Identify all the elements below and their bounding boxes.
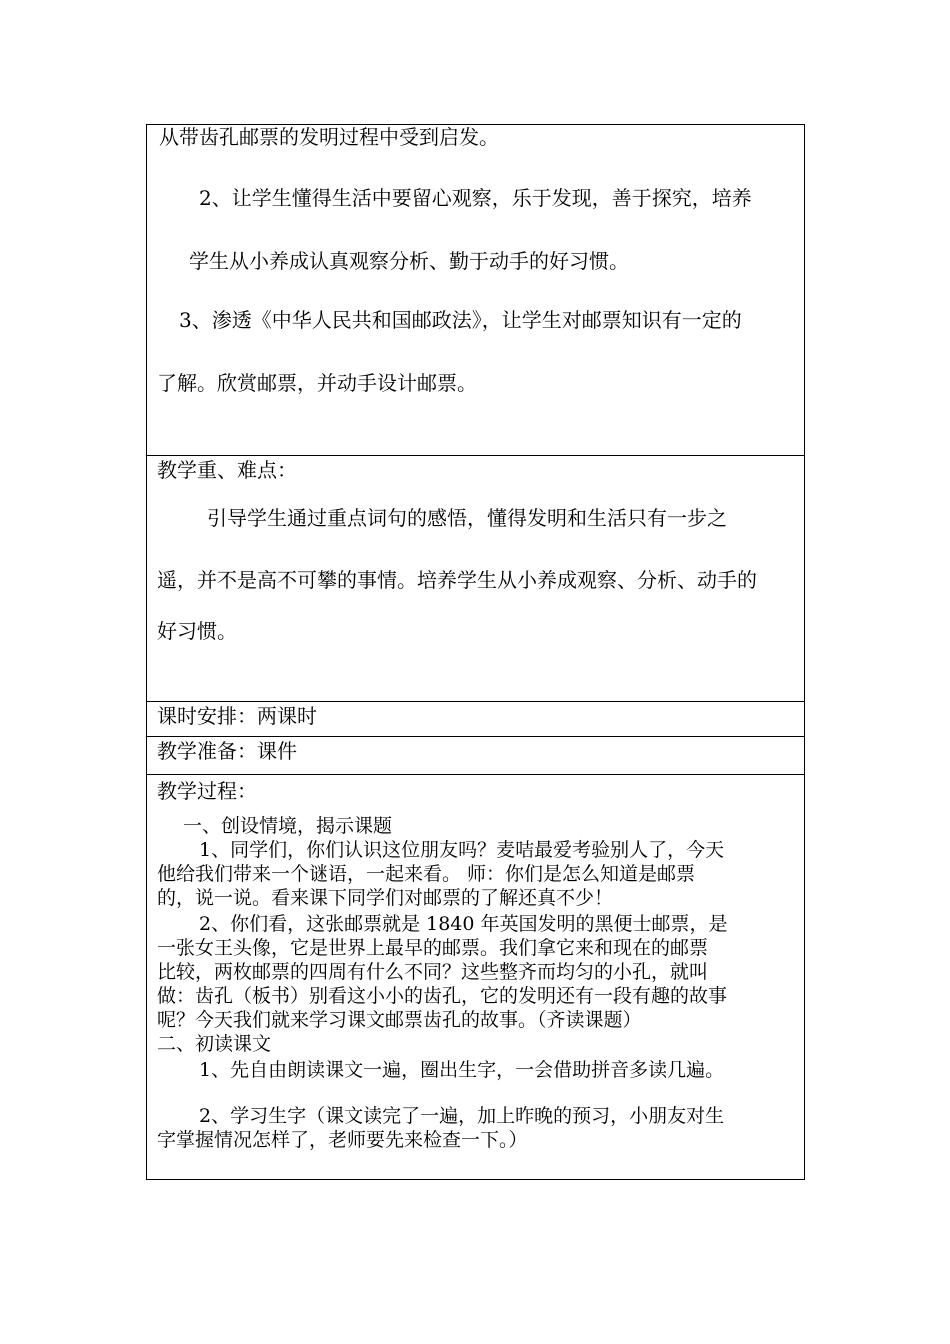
process-line: 二、初读课文 <box>157 1033 272 1055</box>
schedule-cell <box>147 702 804 737</box>
key-points-cell <box>147 456 804 702</box>
key-points-line: 引导学生通过重点词句的感悟，懂得发明和生活只有一步之 <box>207 506 727 530</box>
objective-2-line-1: 2、让学生懂得生活中要留心观察，乐于发现，善于探究，培养 <box>199 186 752 210</box>
key-points-heading: 教学重、难点： <box>157 458 297 482</box>
process-line: 2、你们看，这张邮票就是 1840 年英国发明的黑便士邮票，是 <box>199 913 728 935</box>
process-heading: 教学过程： <box>157 779 257 803</box>
process-line: 他给我们带来一个谜语，一起来看。 师：你们是怎么知道是邮票 <box>157 863 696 885</box>
objectives-cell <box>147 125 804 456</box>
key-points-line: 遥，并不是高不可攀的事情。培养学生从小养成观察、分析、动手的 <box>157 568 757 592</box>
process-line: 呢？今天我们就来学习课文邮票齿孔的故事。（齐读课题） <box>157 1009 642 1031</box>
objective-3-line-2: 了解。欣赏邮票，并动手设计邮票。 <box>157 371 477 395</box>
process-line: 做：齿孔（板书）别看这小小的齿孔，它的发明还有一段有趣的故事 <box>157 985 728 1007</box>
objective-line: 从带齿孔邮票的发明过程中受到启发。 <box>159 125 499 149</box>
objective-3-line-1: 3、渗透《中华人民共和国邮政法》，让学生对邮票知识有一定的 <box>179 308 742 332</box>
process-line: 1、先自由朗读课文一遍，圈出生字，一会借助拼音多读几遍。 <box>199 1059 725 1081</box>
preparation-text: 教学准备：课件 <box>157 739 297 763</box>
process-line: 一张女王头像，它是世界上最早的邮票。我们拿它来和现在的邮票 <box>157 937 709 959</box>
process-cell <box>147 775 804 1179</box>
process-line: 2、学习生字（课文读完了一遍，加上昨晚的预习，小朋友对生 <box>199 1105 725 1127</box>
lesson-plan-table <box>146 124 805 1180</box>
process-line: 一、创设情境，揭示课题 <box>183 815 393 837</box>
process-line: 比较，两枚邮票的四周有什么不同？这些整齐而均匀的小孔，就叫 <box>157 961 709 983</box>
process-line: 的，说一说。看来课下同学们对邮票的了解还真不少！ <box>157 887 614 909</box>
schedule-text: 课时安排：两课时 <box>157 704 317 728</box>
key-points-line: 好习惯。 <box>157 619 237 643</box>
process-line: 1、同学们，你们认识这位朋友吗？麦咭最爱考验别人了，今天 <box>199 839 725 861</box>
preparation-cell <box>147 737 804 775</box>
process-line: 字掌握情况怎样了，老师要先来检查一下。） <box>157 1129 528 1151</box>
objective-2-line-2: 学生从小养成认真观察分析、勤于动手的好习惯。 <box>189 249 629 273</box>
